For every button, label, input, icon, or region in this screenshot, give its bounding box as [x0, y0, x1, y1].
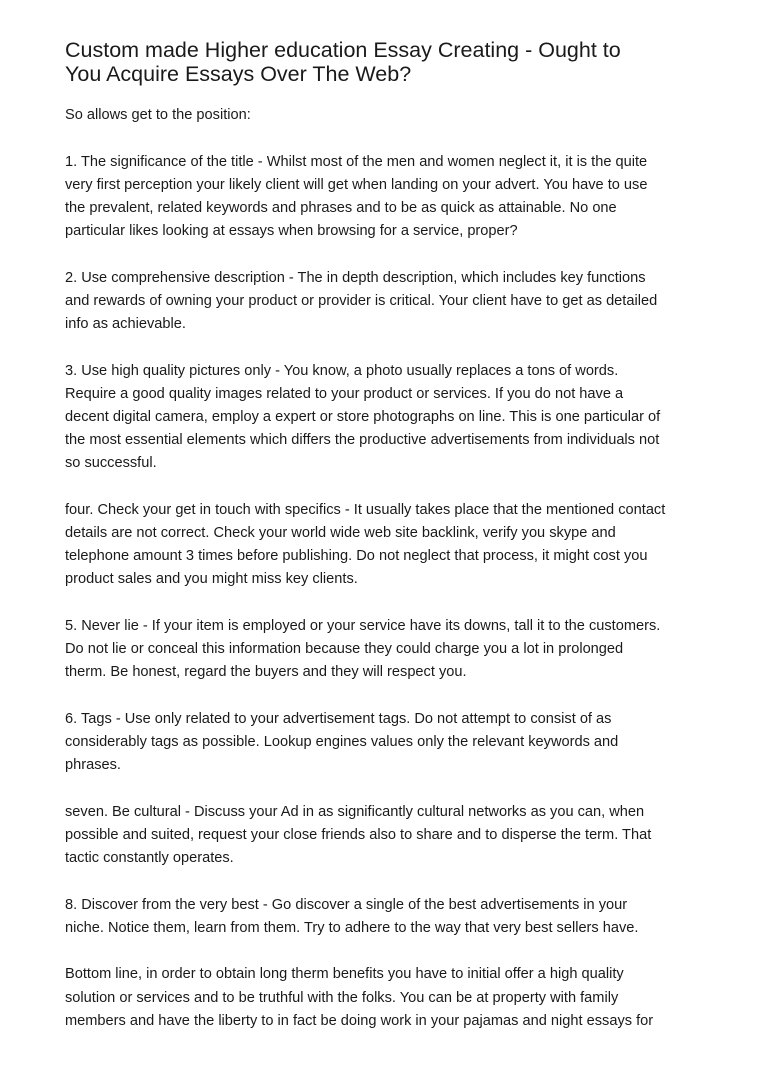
text-line: So allows get to the position: — [65, 107, 251, 123]
paragraph-3 — [65, 360, 715, 476]
text-line: and rewards of owning your product or provider is critical. Your client have to get as detailed — [65, 292, 658, 309]
text-line: the most essential elements which differs the productive advertisements from individuals not — [65, 432, 660, 449]
document-title — [65, 38, 715, 86]
text-line: info as achievable. — [65, 316, 186, 333]
text-line: possible and suited, request your close friends also to share and to disperse the term. That — [65, 826, 652, 843]
text-line: solution or services and to be truthful with the folks. You can be at property with family — [65, 989, 619, 1006]
text-line: product sales and you might miss key clients. — [65, 571, 358, 588]
paragraph-1 — [65, 151, 715, 244]
paragraph-8 — [65, 894, 715, 940]
text-line: members and have the liberty to in fact be doing work in your pajamas and night essays for — [65, 1012, 654, 1029]
text-line: seven. Be cultural - Discuss your Ad in as significantly cultural networks as you can, when — [65, 803, 645, 820]
text-line: so successful. — [65, 455, 157, 472]
text-line: four. Check your get in touch with specifics - It usually takes place that the mentioned contact — [65, 501, 666, 518]
text-line: 3. Use high quality pictures only - You know, a photo usually replaces a tons of words. — [65, 362, 619, 379]
paragraph-7 — [65, 801, 715, 871]
title-line: You Acquire Essays Over The Web? — [65, 62, 412, 86]
text-line: Bottom line, in order to obtain long therm benefits you have to initial offer a high quality — [65, 966, 624, 983]
document-page — [65, 38, 715, 1056]
text-line: phrases. — [65, 757, 121, 774]
paragraph-6 — [65, 708, 715, 778]
paragraph-5 — [65, 615, 715, 685]
text-line: telephone amount 3 times before publishing. Do not neglect that process, it might cost you — [65, 548, 648, 565]
text-line: niche. Notice them, learn from them. Try to adhere to the way that very best sellers have. — [65, 919, 639, 936]
text-line: therm. Be honest, regard the buyers and they will respect you. — [65, 664, 467, 681]
paragraph-2 — [65, 267, 715, 337]
title-line: Custom made Higher education Essay Creating - Ought to — [65, 38, 621, 62]
paragraph-intro — [65, 104, 715, 127]
paragraph-bottom-line — [65, 963, 715, 1033]
text-line: 2. Use comprehensive description - The in depth description, which includes key functions — [65, 269, 646, 286]
text-line: considerably tags as possible. Lookup engines values only the relevant keywords and — [65, 734, 619, 751]
text-line: Do not lie or conceal this information because they could charge you a lot in prolonged — [65, 641, 624, 658]
text-line: 8. Discover from the very best - Go discover a single of the best advertisements in your — [65, 896, 628, 913]
text-line: 6. Tags - Use only related to your advertisement tags. Do not attempt to consist of as — [65, 710, 612, 727]
paragraph-4 — [65, 499, 715, 592]
text-line: very first perception your likely client will get when landing on your advert. You have to use — [65, 176, 648, 193]
text-line: details are not correct. Check your world wide web site backlink, verify you skype and — [65, 525, 616, 542]
text-line: tactic constantly operates. — [65, 850, 234, 867]
text-line: Require a good quality images related to your product or services. If you do not have a — [65, 385, 624, 402]
text-line: particular likes looking at essays when browsing for a service, proper? — [65, 223, 518, 240]
text-line: decent digital camera, employ a expert or store photographs on line. This is one particular of — [65, 408, 661, 425]
text-line: 5. Never lie - If your item is employed or your service have its downs, tall it to the customers. — [65, 617, 661, 634]
text-line: the prevalent, related keywords and phrases and to be as quick as attainable. No one — [65, 199, 617, 216]
text-line: 1. The significance of the title - Whilst most of the men and women neglect it, it is the quite — [65, 153, 648, 170]
